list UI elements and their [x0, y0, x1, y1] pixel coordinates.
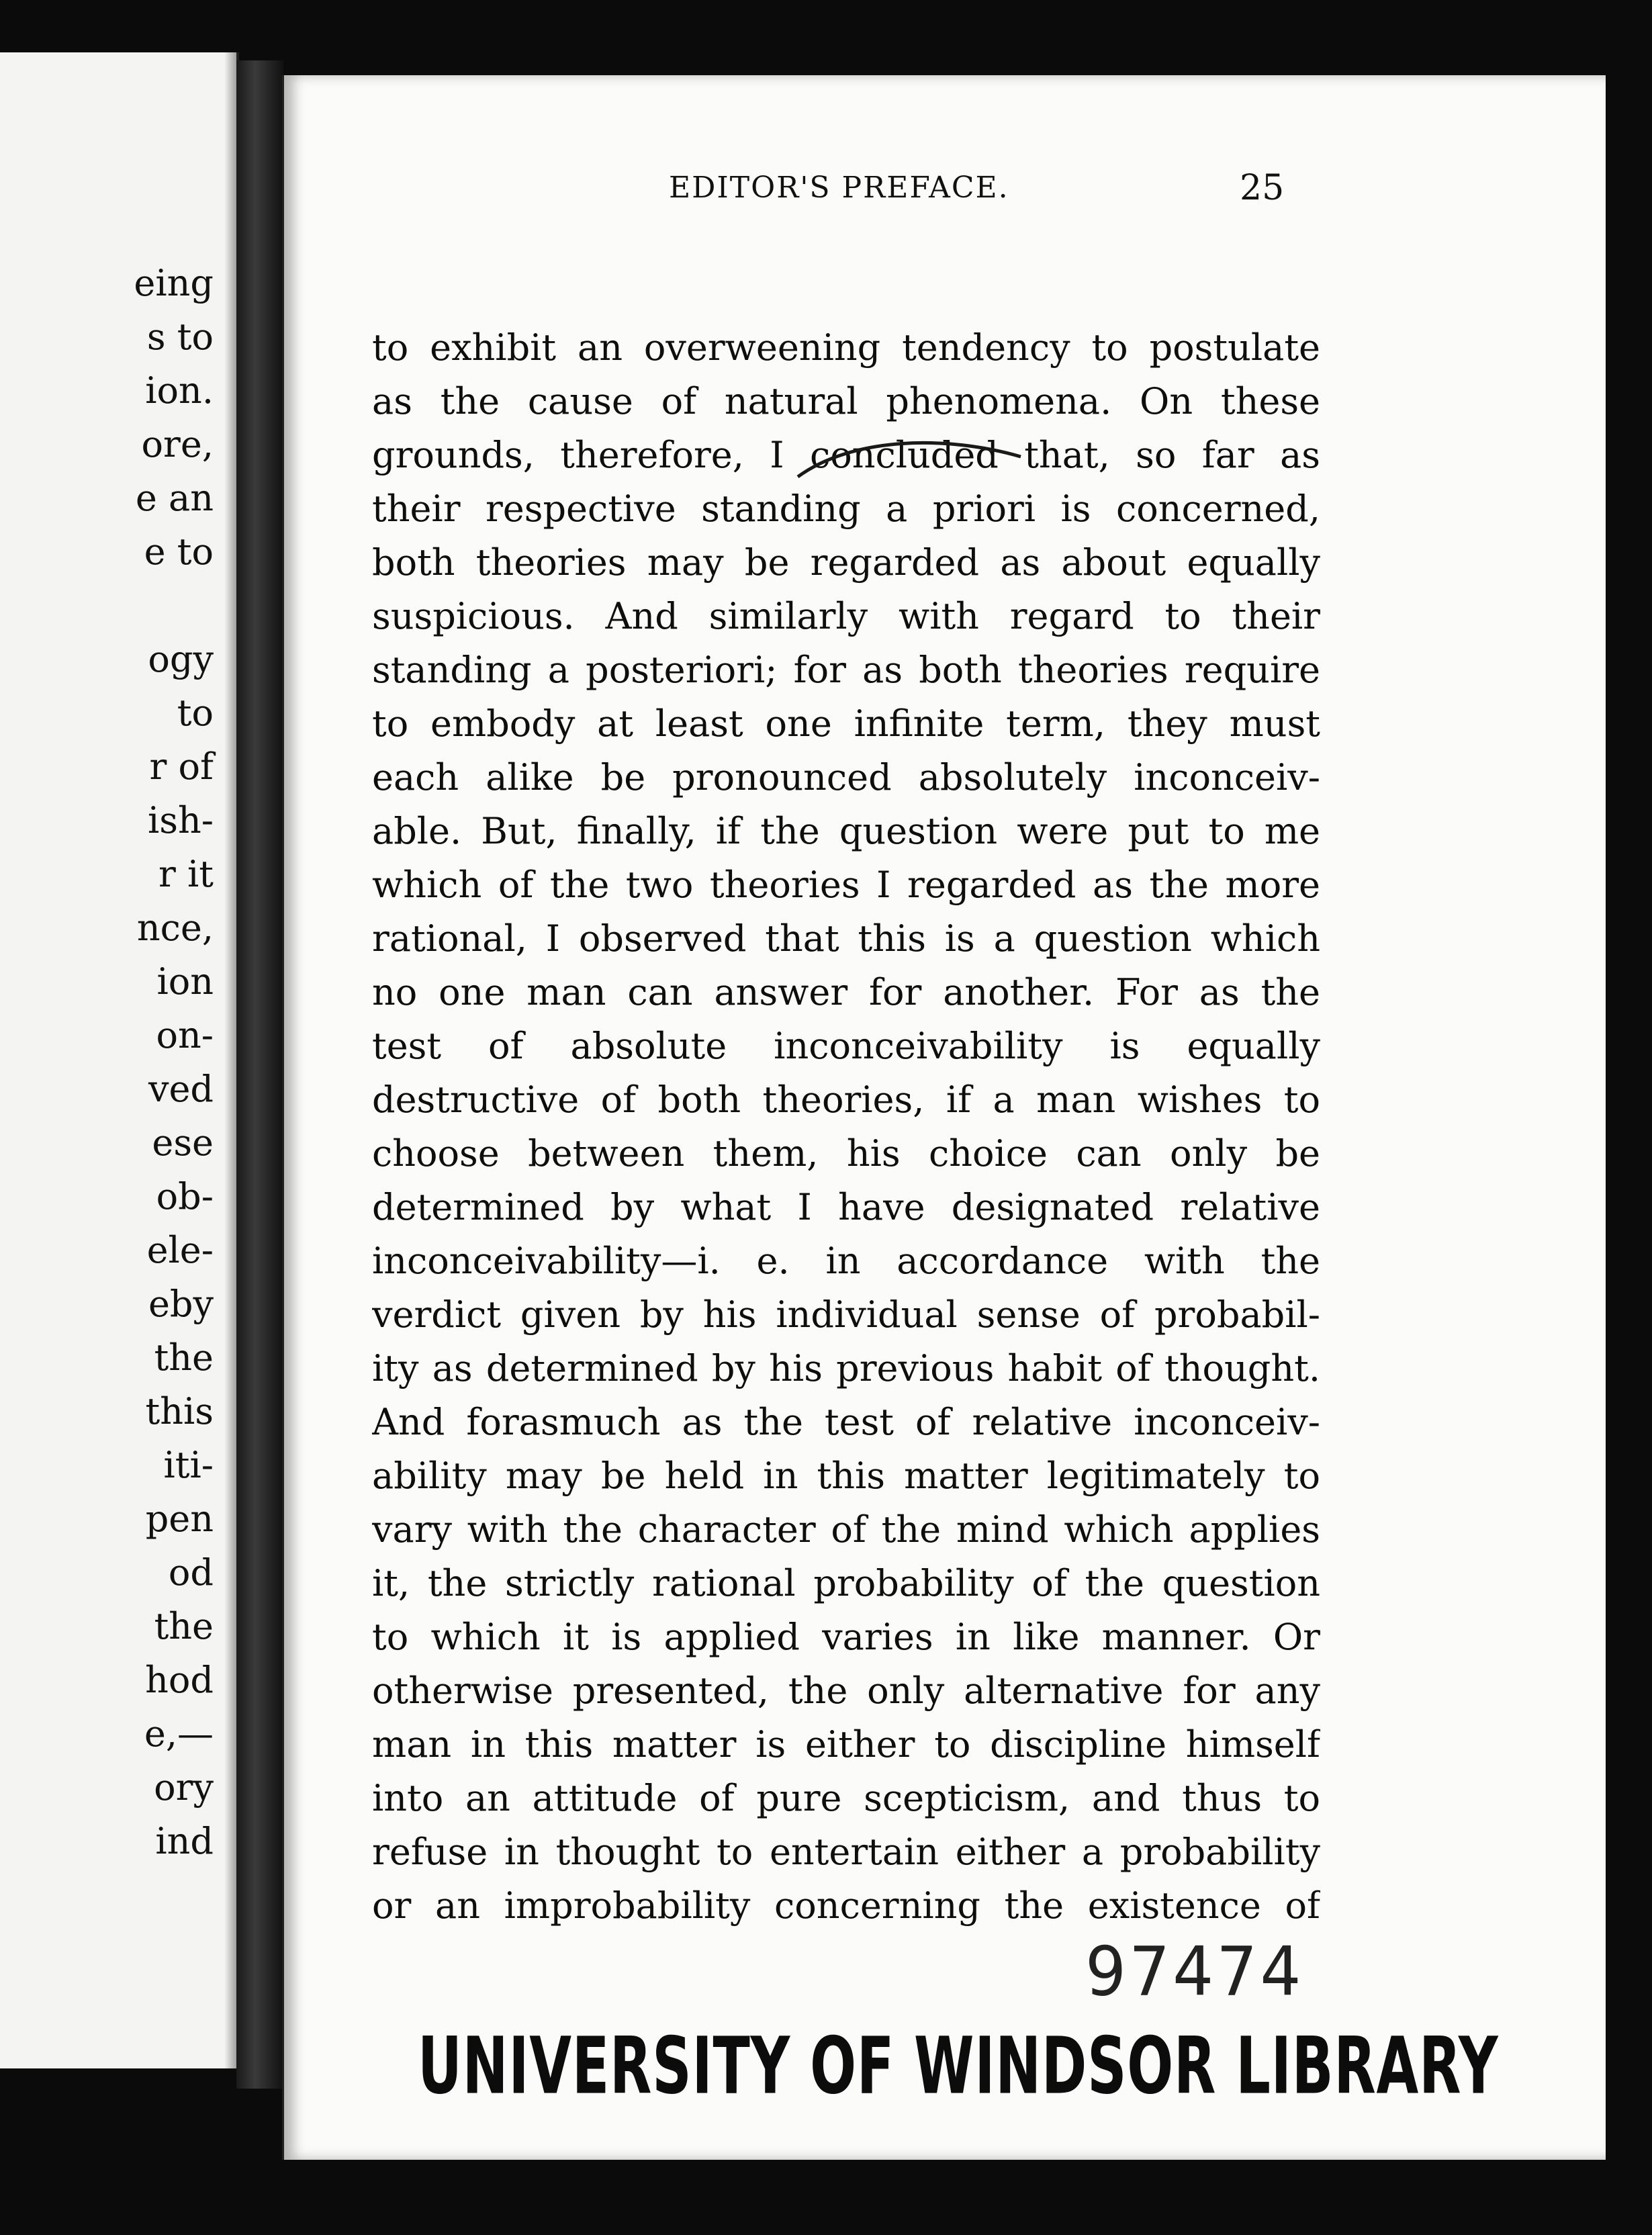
text-line: ity as determined by his previous habit of thought. [372, 1347, 1320, 1389]
left-page-fragment: ogy [148, 638, 214, 680]
left-page-fragment: ish- [147, 799, 214, 841]
left-page-fragment: ory [154, 1766, 214, 1809]
left-page-fragment: pen [145, 1498, 214, 1540]
text-line: grounds, therefore, I concluded that, so far as [372, 434, 1320, 476]
handwritten-accession-number: 97474 [1085, 1932, 1304, 2011]
text-line: destructive of both theories, if a man wishes to [372, 1079, 1320, 1121]
text-line: into an attitude of pure scepticism, and thus to [372, 1777, 1320, 1819]
text-line: inconceivability—i. e. in accordance with the [372, 1240, 1320, 1282]
left-page-fragment: ved [148, 1068, 214, 1110]
text-line: to which it is applied varies in like manner. Or [372, 1616, 1320, 1658]
left-page-fragment: e an [135, 477, 214, 519]
left-page-fragment: the [154, 1605, 214, 1647]
text-line: man in this matter is either to discipline himself [372, 1723, 1320, 1766]
text-line: refuse in thought to entertain either a probability [372, 1831, 1320, 1873]
text-line: it, the strictly rational probability of the question [372, 1562, 1320, 1604]
left-facing-page [0, 52, 239, 2068]
text-line: vary with the character of the mind which applies [372, 1508, 1320, 1551]
text-line: which of the two theories I regarded as the more [372, 864, 1320, 906]
left-page-fragment: ore, [141, 423, 214, 465]
text-line: to embody at least one infinite term, they must [372, 702, 1320, 745]
left-page-fragment: iti- [163, 1444, 214, 1486]
left-page-fragment: r it [158, 853, 214, 895]
text-line: or an improbability concerning the existence of [372, 1884, 1320, 1927]
text-line: determined by what I have designated relative [372, 1186, 1320, 1228]
text-line: ability may be held in this matter legitimately to [372, 1455, 1320, 1497]
left-page-fragment: the [154, 1336, 214, 1379]
left-page-fragment: ese [152, 1122, 214, 1164]
text-line: standing a posteriori; for as both theories require [372, 649, 1320, 691]
text-line: And forasmuch as the test of relative inconceiv- [372, 1401, 1320, 1443]
left-page-fragment: hod [145, 1659, 214, 1701]
left-page-fragment: e,— [144, 1713, 214, 1755]
left-page-fragment: ind [155, 1820, 214, 1862]
body-text-block [372, 321, 1320, 1933]
text-line: to exhibit an overweening tendency to postulate [372, 326, 1320, 369]
text-line: as the cause of natural phenomena. On these [372, 380, 1320, 422]
left-page-fragment: nce, [136, 907, 214, 949]
pencil-underline-mark [792, 430, 1034, 504]
left-page-fragment: this [145, 1390, 214, 1432]
left-page-fragment: eby [148, 1283, 214, 1325]
book-spine-gutter [236, 60, 283, 2089]
text-line: verdict given by his individual sense of probabil- [372, 1293, 1320, 1336]
text-line: suspicious. And similarly with regard to their [372, 595, 1320, 637]
page-number: 25 [1240, 168, 1285, 208]
text-line: each alike be pronounced absolutely inconceiv- [372, 756, 1320, 799]
left-page-fragment: eing [134, 262, 214, 304]
left-page-fragment: ele- [146, 1229, 214, 1271]
left-page-fragment: ion. [145, 369, 214, 412]
left-page-fragment: s to [146, 316, 214, 358]
left-page-fragment: r of [149, 745, 214, 788]
running-header-title: EDITOR'S PREFACE. [669, 171, 1009, 205]
text-line: choose between them, his choice can only be [372, 1132, 1320, 1175]
left-page-fragment: ion [156, 960, 214, 1003]
text-line: able. But, finally, if the question were put to me [372, 810, 1320, 852]
text-line: otherwise presented, the only alternative for any [372, 1670, 1320, 1712]
text-line: both theories may be regarded as about equally [372, 541, 1320, 584]
left-page-gutter-shadow [224, 52, 236, 2068]
left-page-fragment: e to [144, 531, 214, 573]
left-page-fragment: to [177, 692, 214, 734]
left-page-fragment: on- [156, 1014, 214, 1056]
text-line: test of absolute inconceivability is equally [372, 1025, 1320, 1067]
text-line: no one man can answer for another. For as the [372, 971, 1320, 1013]
left-page-fragment: ob- [156, 1175, 214, 1218]
text-line: their respective standing a priori is concerned, [372, 488, 1320, 530]
left-page-fragment: od [168, 1551, 214, 1594]
text-line: rational, I observed that this is a question which [372, 917, 1320, 960]
library-ownership-stamp: UNIVERSITY OF WINDSOR LIBRARY [418, 2020, 1499, 2112]
